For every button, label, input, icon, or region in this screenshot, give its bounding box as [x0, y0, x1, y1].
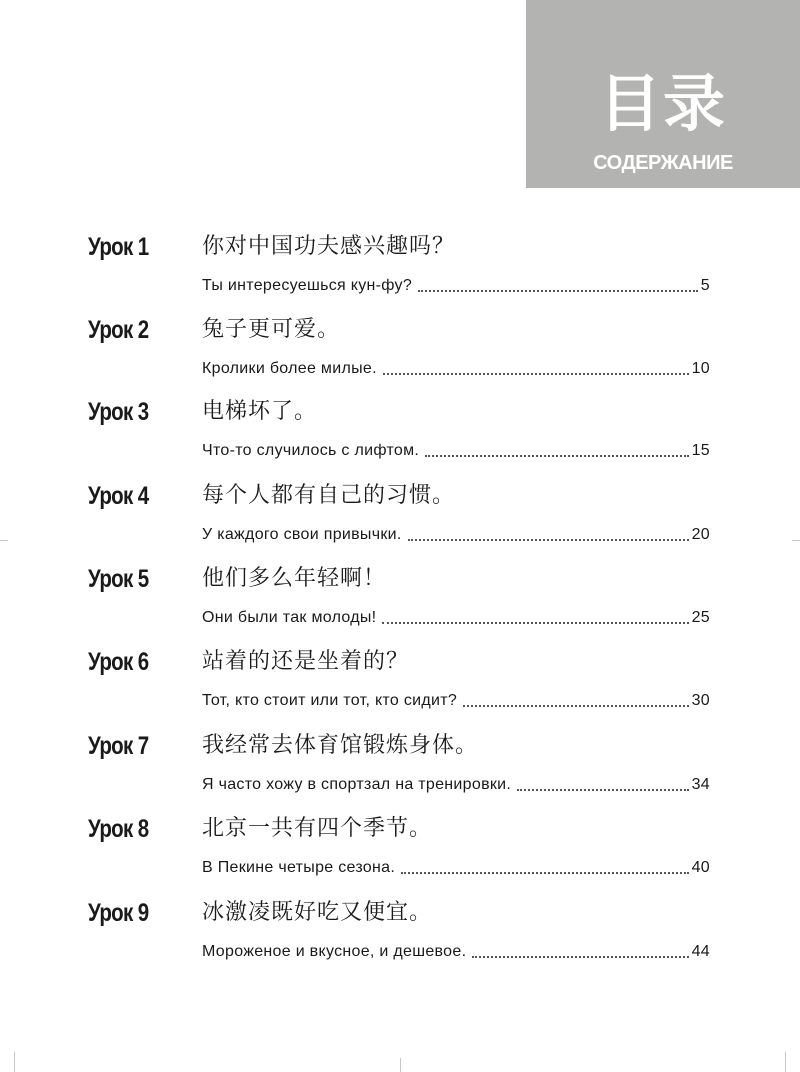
lesson-subline	[202, 438, 710, 462]
toc-entry-lesson-9[interactable]	[0, 898, 800, 978]
crop-mark	[792, 540, 800, 541]
page-number: 10	[691, 360, 710, 377]
lesson-number: Урок 5	[88, 565, 149, 593]
lesson-title-cn: 北京一共有四个季节。	[202, 816, 433, 841]
page-number: 5	[700, 277, 710, 294]
toc-entry-lesson-1[interactable]	[0, 232, 800, 312]
lesson-title-ru: У каждого свои привычки.	[202, 526, 402, 543]
lesson-title-cn: 兔子更可爱。	[202, 317, 341, 342]
toc-entry-lesson-8[interactable]	[0, 814, 800, 894]
lesson-title-cn: 你对中国功夫感兴趣吗？	[202, 234, 456, 259]
lesson-title-cn: 他们多么年轻啊！	[202, 566, 387, 591]
lesson-title-cn: 每个人都有自己的习惯。	[202, 483, 456, 508]
lesson-title-ru: В Пекине четыре сезона.	[202, 859, 396, 876]
dot-leader	[425, 455, 688, 457]
lesson-title-ru: Кролики более милые.	[202, 360, 377, 377]
page-number: 15	[691, 442, 710, 459]
page-number: 44	[691, 943, 710, 960]
lesson-subline	[202, 273, 710, 297]
lesson-number: Урок 6	[88, 648, 149, 676]
lesson-number: Урок 7	[88, 732, 149, 760]
dot-leader	[382, 622, 688, 624]
toc-entry-lesson-3[interactable]	[0, 397, 800, 477]
lesson-subline	[202, 939, 710, 963]
lesson-subline	[202, 688, 710, 712]
lesson-subline	[202, 356, 710, 380]
toc-entry-lesson-7[interactable]	[0, 731, 800, 811]
lesson-subline	[202, 522, 710, 546]
toc-entry-lesson-6[interactable]	[0, 647, 800, 727]
dot-leader	[408, 539, 689, 541]
lesson-number: Урок 2	[88, 316, 149, 344]
lesson-title-cn: 冰激凌既好吃又便宜。	[202, 900, 433, 925]
lesson-title-ru: Что-то случилось с лифтом.	[202, 442, 420, 459]
dot-leader	[418, 290, 698, 292]
lesson-title-cn: 电梯坏了。	[202, 399, 318, 424]
dot-leader	[463, 705, 689, 707]
crop-mark	[0, 540, 8, 541]
page-number: 34	[691, 776, 710, 793]
lesson-subline	[202, 772, 710, 796]
page-number: 30	[691, 692, 710, 709]
lesson-subline	[202, 855, 710, 879]
page-number: 40	[691, 859, 710, 876]
lesson-number: Урок 4	[88, 482, 149, 510]
toc-entry-lesson-4[interactable]	[0, 481, 800, 561]
crop-mark	[400, 1058, 401, 1072]
lesson-title-ru: Я часто хожу в спортзал на тренировки.	[202, 776, 512, 793]
lesson-title-ru: Мороженое и вкусное, и дешевое.	[202, 943, 467, 960]
dot-leader	[383, 373, 689, 375]
lesson-number: Урок 8	[88, 815, 149, 843]
crop-mark	[14, 1052, 15, 1072]
lesson-subline	[202, 605, 710, 629]
lesson-title-ru: Они были так молоды!	[202, 609, 377, 626]
lesson-title-ru: Тот, кто стоит или тот, кто сидит?	[202, 692, 458, 709]
crop-mark	[785, 1052, 786, 1072]
dot-leader	[472, 956, 688, 958]
page-number: 20	[691, 526, 710, 543]
contents-title-cn: 目录	[598, 67, 727, 140]
lesson-number: Урок 1	[88, 233, 149, 261]
lesson-number: Урок 9	[88, 899, 149, 927]
lesson-title-cn: 我经常去体育馆锻炼身体。	[202, 733, 479, 758]
dot-leader	[401, 872, 689, 874]
lesson-title-cn: 站着的还是坐着的？	[202, 649, 410, 674]
toc-entry-lesson-5[interactable]	[0, 564, 800, 644]
page-number: 25	[691, 609, 710, 626]
lesson-number: Урок 3	[88, 398, 149, 426]
toc-entry-lesson-2[interactable]	[0, 315, 800, 395]
lesson-title-ru: Ты интересуешься кун-фу?	[202, 277, 413, 294]
dot-leader	[517, 789, 688, 791]
contents-title-ru: СОДЕРЖАНИЕ	[593, 152, 733, 174]
